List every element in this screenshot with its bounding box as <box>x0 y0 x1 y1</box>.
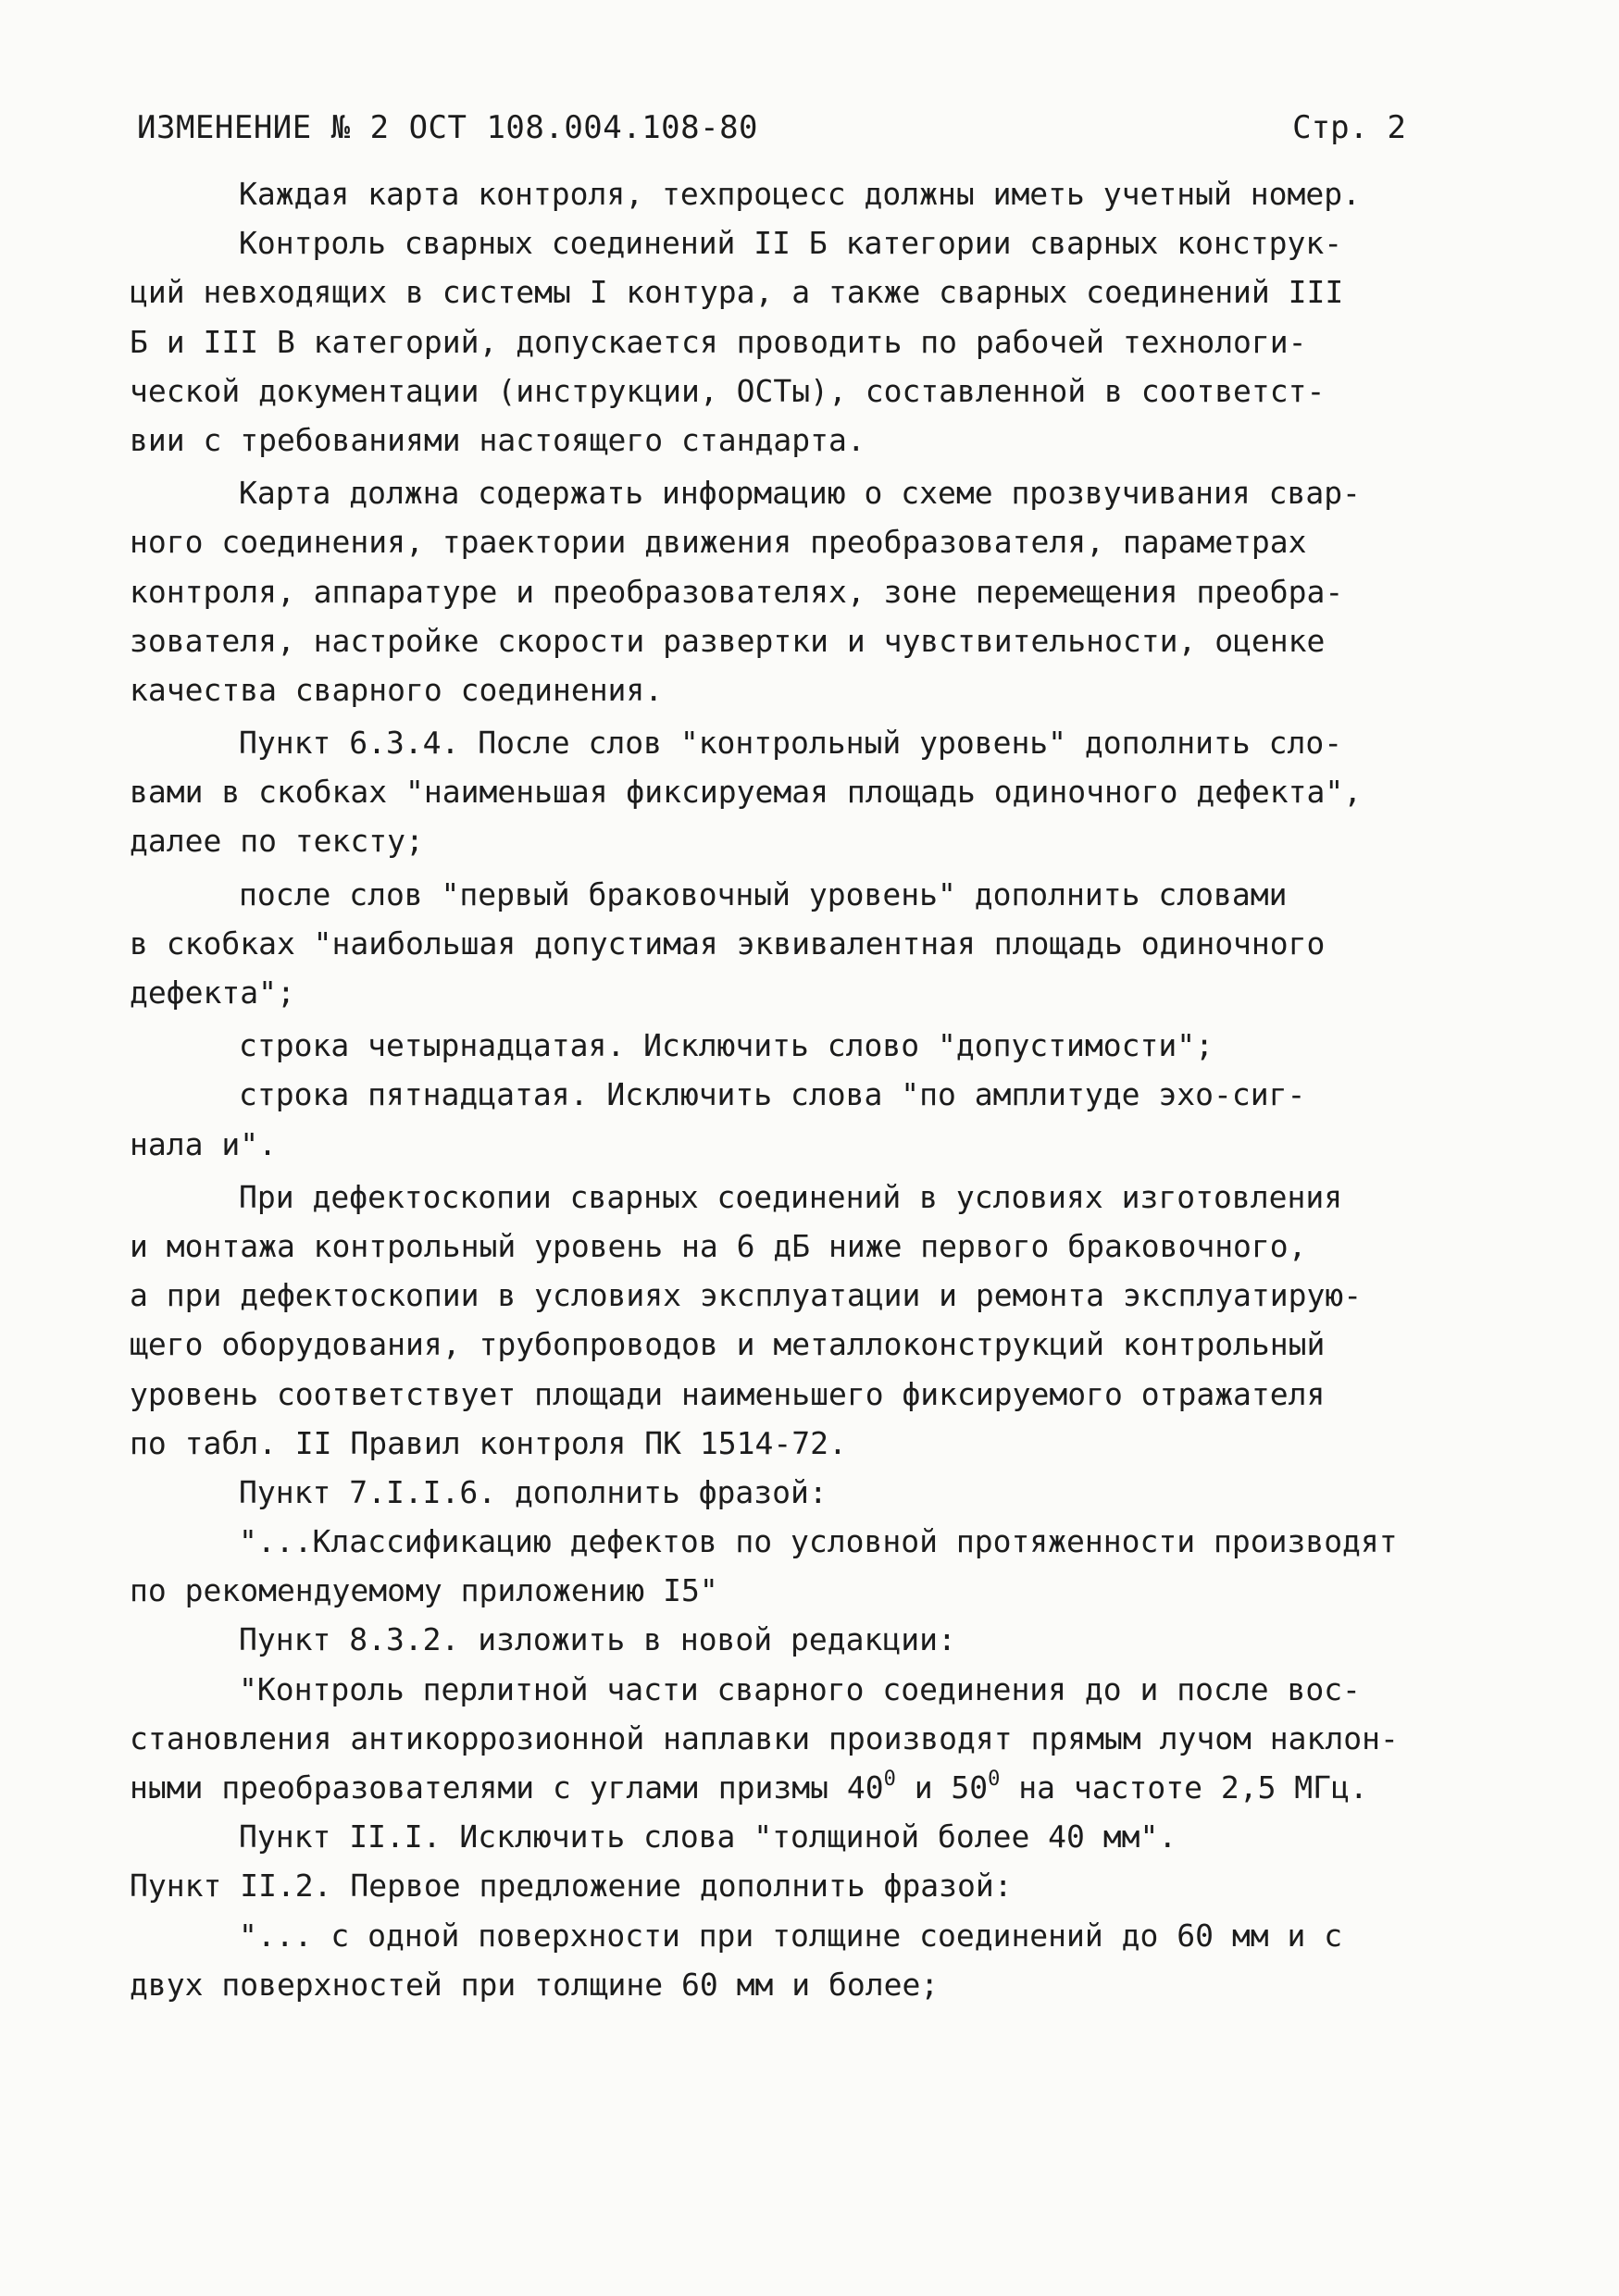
text-line: по рекомендуемому приложению I5" <box>130 1572 718 1609</box>
text-line: и монтажа контрольный уровень на 6 дБ ниже первого браковочного, <box>130 1227 1307 1264</box>
text-line: Пункт II.2. Первое предложение дополнить фразой: <box>130 1868 1013 1905</box>
text-segment: и 50 <box>895 1769 989 1806</box>
text-line: становления антикоррозионной наплавки производят прямым лучом наклон- <box>130 1719 1399 1756</box>
text-line: Каждая карта контроля, техпроцесс должны иметь учетный номер. <box>239 176 1361 212</box>
text-line: уровень соответствует площади наименьшего фиксируемого отражателя <box>130 1375 1326 1412</box>
document-id: ИЗМЕНЕНИЕ № 2 ОСТ 108.004.108-80 <box>137 109 759 146</box>
page-header <box>137 109 1406 155</box>
text-line: дефекта"; <box>130 974 295 1011</box>
text-line: строка пятнадцатая. Исключить слова "по амплитуде эхо-сиг- <box>239 1076 1306 1113</box>
text-line: Б и III В категорий, допускается проводить по рабочей технологи- <box>130 323 1307 360</box>
text-line: Контроль сварных соединений II Б категории сварных конструк- <box>239 225 1343 262</box>
degree-superscript: 0 <box>883 1768 896 1791</box>
text-line: "Контроль перлитной части сварного соединения до и после вос- <box>239 1670 1361 1707</box>
text-line: При дефектоскопии сварных соединений в условиях изготовления <box>239 1178 1343 1215</box>
text-line: нала и". <box>130 1125 277 1162</box>
text-line: качества сварного соединения. <box>130 671 664 708</box>
text-line: двух поверхностей при толщине 60 мм и более; <box>130 1966 940 2003</box>
text-segment: на частоте 2,5 МГц. <box>1000 1769 1368 1806</box>
text-line: щего оборудования, трубопроводов и металлоконструкций контрольный <box>130 1326 1326 1363</box>
document-body <box>130 169 1537 2009</box>
text-line: далее по тексту; <box>130 823 424 860</box>
text-line-with-superscripts <box>130 1763 1537 1812</box>
text-line: строка четырнадцатая. Исключить слово "допустимости"; <box>239 1027 1214 1064</box>
text-line: "... с одной поверхности при толщине соединений до 60 мм и с <box>239 1917 1343 1954</box>
text-line: ций невходящих в системы I контура, а также сварных соединений III <box>130 274 1344 311</box>
degree-superscript: 0 <box>988 1768 1001 1791</box>
text-line: а при дефектоскопии в условиях эксплуатации и ремонта эксплуатирую- <box>130 1277 1363 1314</box>
page-number: Стр. 2 <box>1292 109 1406 146</box>
text-line: зователя, настройке скорости развертки и чувствительности, оценке <box>130 622 1326 659</box>
text-line: вии с требованиями настоящего стандарта. <box>130 421 866 458</box>
text-line: Пункт II.I. Исключить слова "толщиной более 40 мм". <box>239 1818 1177 1855</box>
text-line: контроля, аппаратуре и преобразователях, зоне перемещения преобра- <box>130 573 1344 610</box>
text-line: в скобках "наибольшая допустимая эквивалентная площадь одиночного <box>130 925 1326 962</box>
text-line: Пункт 7.I.I.6. дополнить фразой: <box>239 1473 828 1510</box>
text-line: "...Классификацию дефектов по условной протяженности производят <box>239 1523 1398 1560</box>
text-line: Пункт 6.3.4. После слов "контрольный уровень" дополнить сло- <box>239 725 1343 762</box>
text-line: Карта должна содержать информацию о схеме прозвучивания свар- <box>239 475 1361 512</box>
text-segment: ными преобразователями с углами призмы 40 <box>130 1769 884 1806</box>
text-line: Пункт 8.3.2. изложить в новой редакции: <box>239 1621 956 1658</box>
text-line: после слов "первый браковочный уровень" дополнить словами <box>239 875 1288 912</box>
text-line: ческой документации (инструкции, ОСТы), составленной в соответст- <box>130 372 1326 409</box>
text-line: по табл. II Правил контроля ПК 1514-72. <box>130 1424 847 1461</box>
text-line: вами в скобках "наименьшая фиксируемая площадь одиночного дефекта", <box>130 774 1363 811</box>
text-line: ного соединения, траектории движения преобразователя, параметрах <box>130 524 1307 561</box>
